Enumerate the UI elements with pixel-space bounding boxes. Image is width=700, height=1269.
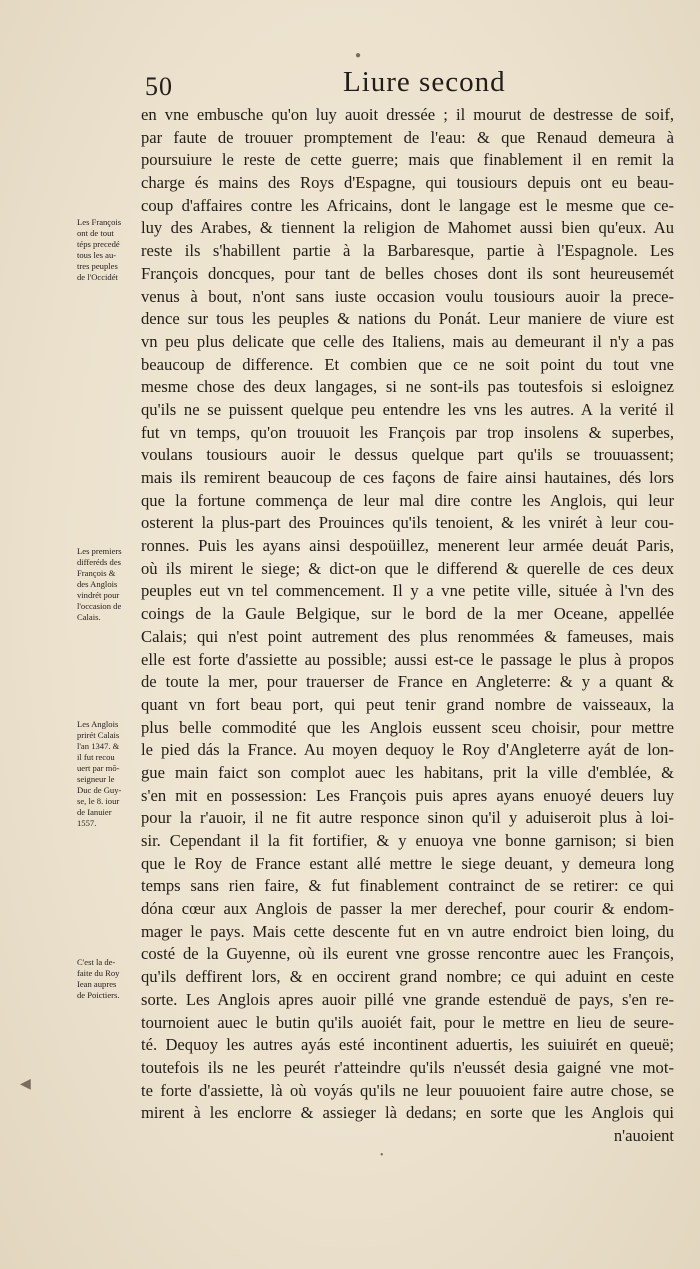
margin-note-line: prirét Calais [77, 730, 120, 740]
text-line: qu'ils ne se puissent quelque peu entendre les vns les autres. A la verité il [141, 399, 674, 419]
margin-note-premiers-differends [77, 546, 141, 623]
text-line: où ils mirent le siege; & dict-on que le differend & querelle de ces deux [141, 558, 674, 578]
margin-note-anglois-calais [77, 719, 141, 829]
text-line: coup d'affaires contre les Africains, dont le langage est le mesme que ce- [141, 195, 674, 215]
ornament-dot-bottom: • [380, 1150, 384, 1161]
text-line: beaucoup de difference. Et combien que ce ne soit point du tout vne [141, 354, 674, 374]
margin-note-line: des Anglois [77, 579, 118, 589]
margin-note-line: il fut recou [77, 752, 115, 762]
text-line: osterent la plus-part des Prouinces qu'ils tenoient, & les vnirét à leur cou- [141, 513, 674, 533]
text-line: en vne embusche qu'on luy auoit dressée ; il mourut de destresse de soif, [141, 105, 674, 124]
text-line: mesme chose des deux langages, si ne sont-ils pas toutesfois si esloignez [141, 377, 674, 397]
text-line: elle est forte d'assiette au possible; aussi est-ce le passage le plus à propos [141, 649, 674, 669]
text-line: sorte. Les Anglois apres auoir pillé vne grande estenduë de pays, s'en re- [141, 989, 674, 1009]
margin-note-line: seigneur le [77, 774, 115, 784]
text-line: François doncques, pour tant de belles choses dont ils sont heureusemét [141, 263, 674, 283]
margin-note-line: ont de tout [77, 228, 114, 238]
text-line: plus belle commodité que les Anglois eussent sceu choisir, pour mettre [141, 717, 674, 737]
margin-note-line: de Poictiers. [77, 990, 120, 1000]
text-line: reste ils s'habillent partie à la Barbaresque, partie à l'Espagnole. Les [141, 241, 674, 261]
margin-note-line: se, le 8. iour [77, 796, 120, 806]
text-line: qu'ils deffirent lors, & en occirent grand nombre; ce qui aduint en ceste [141, 967, 674, 987]
text-line: mirent à les enclorre & assieger là dedans; en sorte que les Anglois qui [141, 1103, 674, 1123]
text-line: que le Roy de France estant allé mettre le siege deuant, y demeura long [141, 853, 674, 873]
margin-note-line: Les premiers [77, 546, 122, 556]
text-line: venus à bout, n'ont sans iuste occasion voulu tousiours auoir la prece- [141, 286, 674, 306]
text-line: gue main faict son complot auec les habitans, prit la ville d'emblée, & [141, 762, 674, 782]
page-number: 50 [145, 72, 173, 101]
running-head: Liure second [343, 66, 506, 98]
text-line: par faute de trouuer promptement de l'eau: & que Renaud demeura à [141, 127, 674, 147]
text-line: tournoient auec le butin qu'ils auoiét fait, pour le mettre en lieu de seure- [141, 1012, 674, 1032]
text-line: té. Dequoy les autres ayás esté incontinent aduertis, les suiuirét en queuë; [141, 1035, 674, 1055]
text-line: de toute la mer, pour trauerser de France en Angleterre: & y a quant & [141, 672, 674, 692]
text-line: Calais; qui n'est point autrement des plus renommées & fameuses, mais [141, 626, 674, 646]
text-line: ronnes. Puis les ayans ainsi despoüillez, menerent leur armée deuát Paris, [141, 536, 674, 556]
text-line: mais ils remirent beaucoup de ces façons de faire ainsi hautaines, dés lors [141, 468, 674, 487]
text-line: vn peu plus delicate que celle des Italiens, mais au demeurant il n'y a pas [141, 331, 674, 351]
margin-note-line: vindrét pour [77, 590, 120, 600]
text-line: peuples eut vn tel commencement. Il y a vne petite ville, située à l'vn des [141, 581, 674, 601]
text-line: costé de la Guyenne, où ils eurent vne grosse rencontre auec les François, [141, 944, 674, 964]
text-line: te forte d'assiette, là où voyás qu'ils ne leur pouuoient faire autre chose, se [141, 1080, 674, 1100]
text-line: toutefois ils ne les peurét r'atteindre qu'ils n'eussét desia gaigné vne mot- [141, 1057, 674, 1077]
text-line: voulans tousiours auoir le dessus quelque part qu'ils se trouuassent; [141, 445, 674, 465]
text-line: dóna cœur aux Anglois de passer la mer derechef, pour courir & endom- [141, 899, 674, 919]
margin-note-line: Calais. [77, 612, 101, 622]
margin-note-line: faite du Roy [77, 968, 120, 978]
margin-note-line: Duc de Guy- [77, 785, 122, 795]
text-line: quant vn fort beau port, qui peut tenir grand nombre de vaisseaux, la [141, 694, 674, 714]
margin-note-line: l'occasion de [77, 601, 122, 611]
margin-note-francois [77, 217, 141, 283]
margin-note-line: uert par mō- [77, 763, 120, 773]
text-line: le pied dás la France. Au moyen dequoy le Roy d'Angleterre ayát de lon- [141, 740, 674, 760]
text-line: mager le pays. Mais cette descente fut en vn autre endroict bien loing, du [141, 921, 674, 941]
text-line: dence sur tous les peuples & nations du Ponát. Leur maniere de viure est [141, 309, 674, 329]
text-line: temps sans rien faire, & fut finablement contrainct de se retirer: ce qui [141, 876, 674, 896]
text-line: coings de la Gaule Belgique, sur le bord de la mer Oceane, appellée [141, 604, 674, 624]
text-line: charge és mains des Roys d'Espagne, qui tousiours depuis ont eu beau- [141, 173, 674, 193]
ornament-dot-top: ● [355, 50, 362, 61]
margin-note-line: téps precedé [77, 239, 120, 249]
margin-note-line: tous les au- [77, 250, 117, 260]
text-line: n'auoient [613, 1125, 674, 1145]
margin-note-line: de l'Occidét [77, 272, 118, 282]
text-line: pour la r'auoir, il ne fit autre responce sinon qu'il y aduiseroit plus à loi- [141, 808, 674, 828]
margin-note-line: François & [77, 568, 116, 578]
margin-note-line: differéds des [77, 557, 121, 567]
text-line: luy des Arabes, & tiennent la religion de Mahomet aussi bien qu'eux. Au [141, 218, 674, 238]
margin-note-line: tres peuples [77, 261, 118, 271]
text-line: que la fortune commença de leur mal dire contre les Anglois, qui leur [141, 490, 674, 510]
text-line: sir. Cependant il la fit fortifier, & y enuoya vne bonne garnison; si bien [141, 831, 674, 850]
text-line: s'en mit en possession: Les François puis apres ayans enuoyé deuers luy [141, 785, 674, 805]
margin-note-poictiers [77, 957, 141, 1001]
ornament-mark-left: ◀ [20, 1077, 31, 1092]
margin-note-line: 1557. [77, 818, 97, 828]
text-line: fut vn temps, qu'on trouuoit les François par trop insolens & superbes, [141, 422, 674, 442]
margin-note-line: Les Anglois [77, 719, 119, 729]
text-line: poursuiure le reste de cette guerre; mais que finablement il en remit la [141, 150, 674, 170]
margin-note-line: Les François [77, 217, 122, 227]
body-text [141, 104, 674, 1148]
margin-note-line: de Ianuier [77, 807, 112, 817]
margin-note-line: C'est la de- [77, 957, 116, 967]
margin-note-line: l'an 1347. & [77, 741, 120, 751]
margin-note-line: Iean aupres [77, 979, 117, 989]
